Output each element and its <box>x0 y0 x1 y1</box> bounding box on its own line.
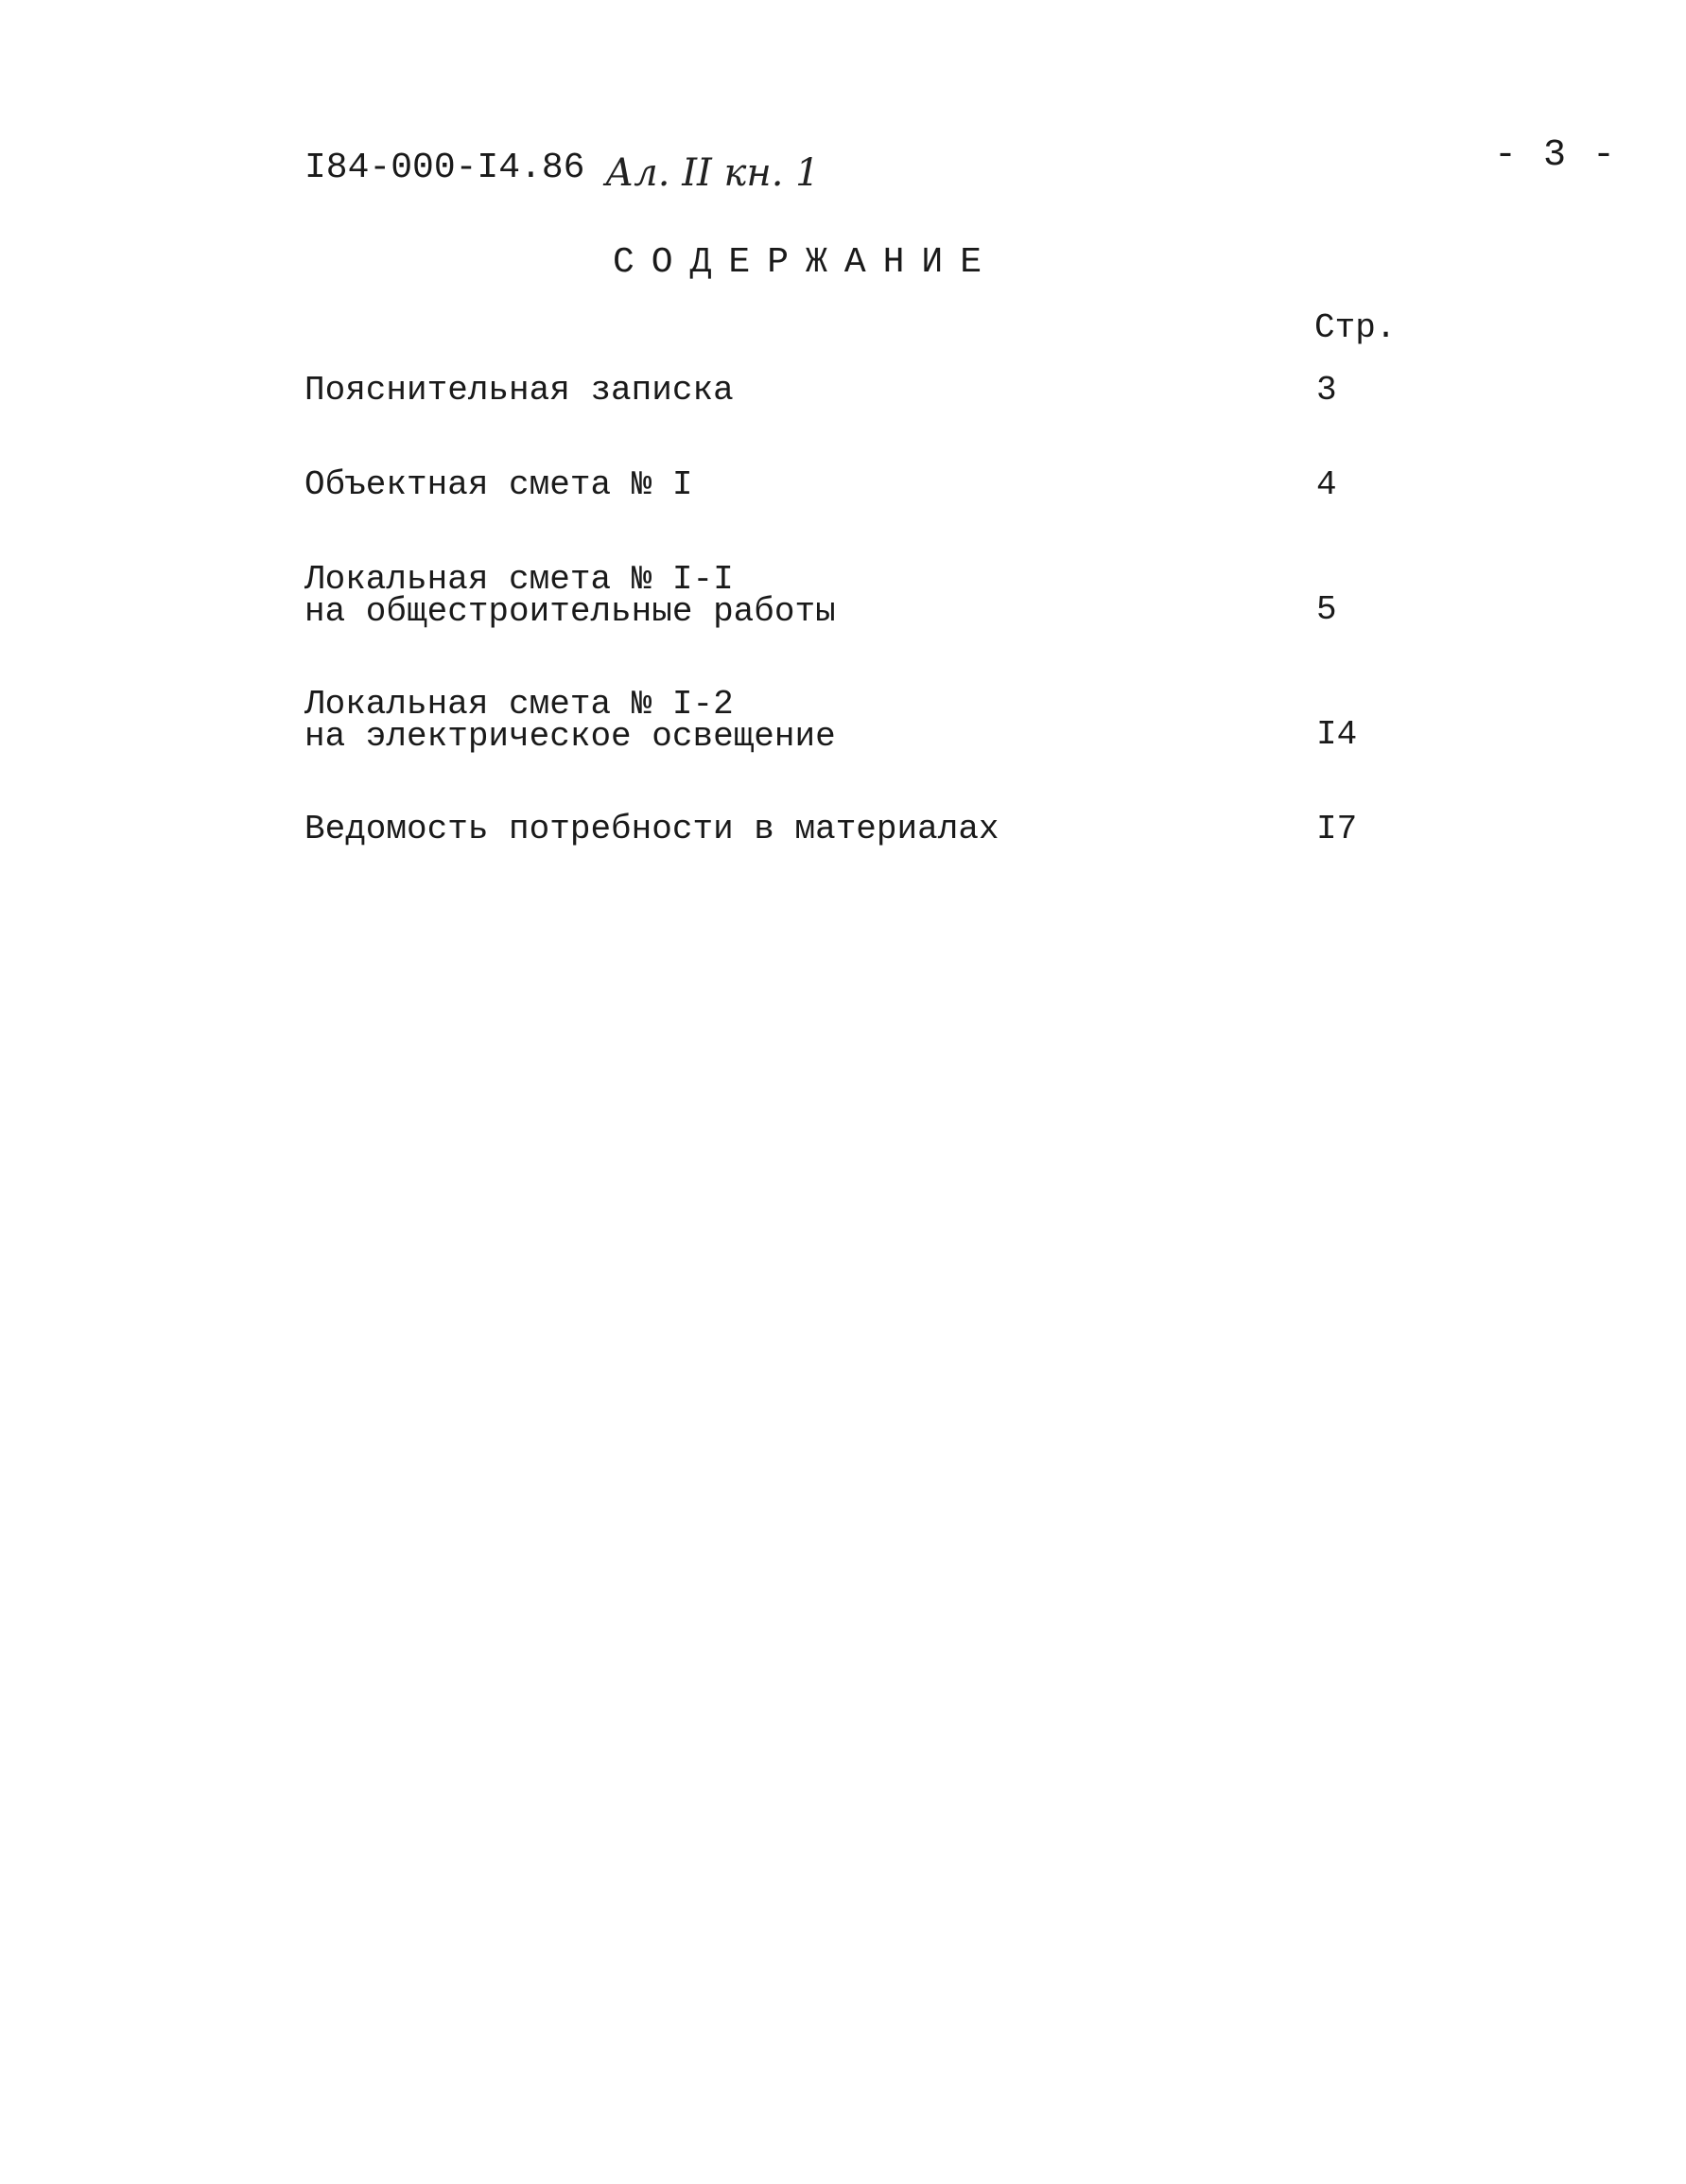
volume-note: Ал. II кн. 1 <box>605 151 820 195</box>
toc-item <box>304 371 734 410</box>
toc-item-page: I4 <box>1316 715 1358 754</box>
page-column-header: Стр. <box>1314 308 1397 347</box>
toc-item-label: Объектная смета № I <box>304 465 693 504</box>
toc-item-page: 4 <box>1316 465 1337 504</box>
toc-item <box>304 560 836 631</box>
toc-item <box>304 465 693 504</box>
toc-item-label: Пояснительная записка <box>304 371 734 410</box>
toc-item-page: 5 <box>1316 590 1337 629</box>
page-number: - 3 - <box>1494 134 1618 177</box>
toc-item-label: Ведомость потребности в материалах <box>304 810 999 848</box>
toc-item <box>304 810 999 848</box>
toc-item-label-continued: на электрическое освещение <box>304 717 836 756</box>
toc-item-label-continued: на общестроительные работы <box>304 592 836 631</box>
toc-item-page: I7 <box>1316 810 1358 848</box>
page-title: СОДЕРЖАНИЕ <box>613 242 999 283</box>
toc-item-label: Локальная смета № I-2 <box>304 685 734 724</box>
toc-item-page: 3 <box>1316 371 1337 410</box>
toc-item <box>304 685 836 756</box>
toc-item-label: Локальная смета № I-I <box>304 560 734 599</box>
document-code: I84-000-I4.86 <box>304 148 585 188</box>
